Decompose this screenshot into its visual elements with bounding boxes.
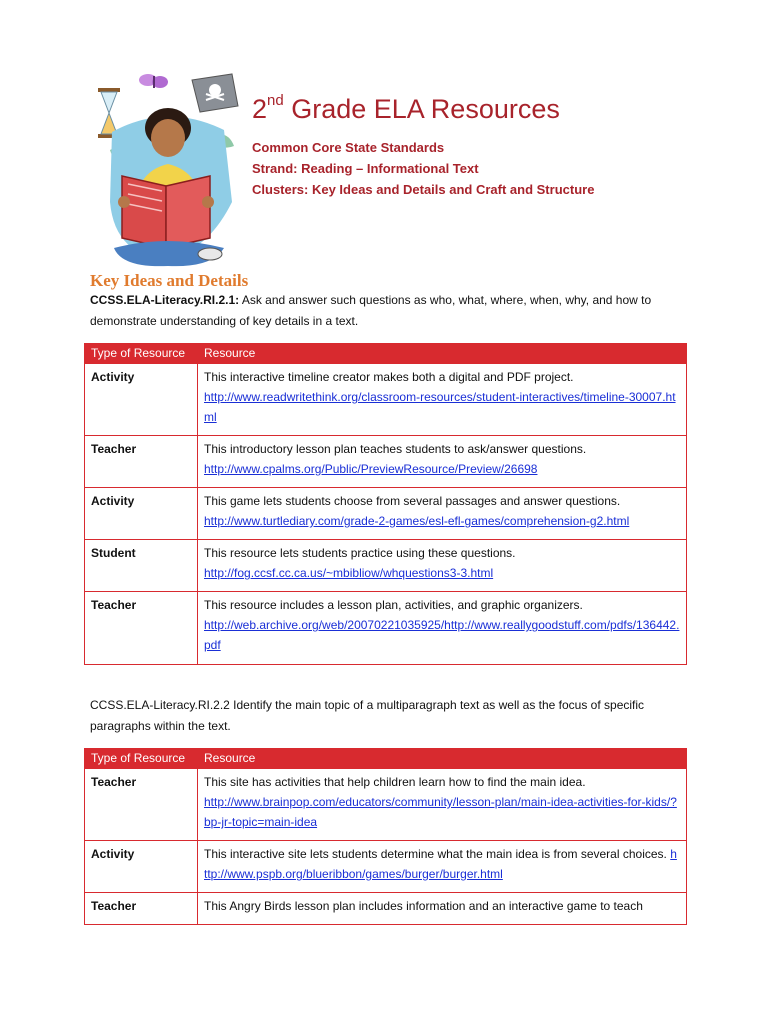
table-row — [85, 769, 687, 841]
resource-link[interactable]: http://www.turtlediary.com/grade-2-games/esl-efl-games/comprehension-g2.html — [204, 514, 630, 528]
resource-description: This interactive site lets students determine what the main idea is from several choices. — [204, 847, 667, 861]
resource-description: This Angry Birds lesson plan includes information and an interactive game to teach — [204, 899, 643, 913]
standard-ri-2-2: CCSS.ELA-Literacy.RI.2.2 Identify the main topic of a multiparagraph text as well as the focus of specific paragraphs within the text. — [90, 698, 645, 733]
resource-cell — [198, 364, 687, 436]
resource-cell — [198, 488, 687, 540]
table-row — [85, 893, 687, 925]
resource-link[interactable]: http://www.pspb.org/blueribbon/games/burger/burger.html — [204, 847, 677, 881]
resource-description: This site has activities that help children learn how to find the main idea. — [204, 775, 586, 789]
title-number: 2 — [252, 94, 268, 124]
header-subtitles — [252, 137, 594, 200]
resource-cell — [198, 841, 687, 893]
standard-description: Ask and answer such questions as who, what, where, when, why, and how to demonstrate understanding of key details in a text. — [90, 293, 652, 328]
resource-type-cell: Teacher — [85, 769, 198, 841]
resource-type-cell: Student — [85, 540, 198, 592]
resource-type-cell: Activity — [85, 841, 198, 893]
title-ordinal-suffix: nd — [267, 92, 284, 109]
column-header-resource: Resource — [198, 749, 687, 769]
resource-type-cell: Activity — [85, 488, 198, 540]
resource-description: This interactive timeline creator makes both a digital and PDF project. — [204, 370, 574, 384]
resource-link[interactable]: http://web.archive.org/web/20070221035925/http://www.reallygoodstuff.com/pdfs/136442.pdf — [204, 618, 680, 652]
resource-cell — [198, 540, 687, 592]
resource-cell — [198, 893, 687, 925]
table-header-row — [85, 344, 687, 364]
table-row — [85, 436, 687, 488]
subtitle-standards: Common Core State Standards — [252, 140, 445, 155]
resource-link[interactable]: http://www.cpalms.org/Public/PreviewResource/Preview/26698 — [204, 462, 538, 476]
child-reading-book-clipart — [92, 72, 242, 272]
column-header-type: Type of Resource — [85, 344, 198, 364]
resource-cell — [198, 769, 687, 841]
resource-description: This game lets students choose from several passages and answer questions. — [204, 494, 621, 508]
standard-ri-2-1 — [90, 290, 680, 332]
title-text: Grade ELA Resources — [283, 94, 560, 124]
resource-type-cell: Teacher — [85, 592, 198, 665]
resource-link[interactable]: http://fog.ccsf.cc.ca.us/~mbibliow/whquestions3-3.html — [204, 566, 494, 580]
table-row — [85, 488, 687, 540]
table-row — [85, 841, 687, 893]
resource-table-ri-2-2 — [84, 748, 687, 925]
standard-code: CCSS.ELA-Literacy.RI.2.1: — [90, 293, 240, 307]
table-row — [85, 364, 687, 436]
resource-link[interactable]: http://www.brainpop.com/educators/community/lesson-plan/main-idea-activities-for-kids/?bp-jr-topic=main-idea — [204, 795, 677, 829]
resource-description: This resource includes a lesson plan, activities, and graphic organizers. — [204, 598, 583, 612]
resource-description: This resource lets students practice using these questions. — [204, 546, 516, 560]
resource-table-ri-2-1 — [84, 343, 687, 665]
resource-type-cell: Teacher — [85, 893, 198, 925]
resource-link[interactable]: http://www.readwritethink.org/classroom-resources/student-interactives/timeline-30007.html — [204, 390, 676, 424]
section-heading-key-ideas: Key Ideas and Details — [90, 271, 249, 290]
resource-type-cell: Teacher — [85, 436, 198, 488]
table-row — [85, 592, 687, 665]
column-header-resource: Resource — [198, 344, 687, 364]
pirate-flag-icon — [192, 74, 238, 112]
subtitle-strand: Strand: Reading – Informational Text — [252, 161, 479, 176]
subtitle-clusters: Clusters: Key Ideas and Details and Craft and Structure — [252, 182, 595, 197]
butterfly-icon — [139, 74, 168, 88]
resource-description: This introductory lesson plan teaches students to ask/answer questions. — [204, 442, 587, 456]
table-row — [85, 540, 687, 592]
resource-cell — [198, 592, 687, 665]
page-title — [252, 94, 560, 125]
resource-type-cell: Activity — [85, 364, 198, 436]
column-header-type: Type of Resource — [85, 749, 198, 769]
resource-cell — [198, 436, 687, 488]
table-header-row — [85, 749, 687, 769]
